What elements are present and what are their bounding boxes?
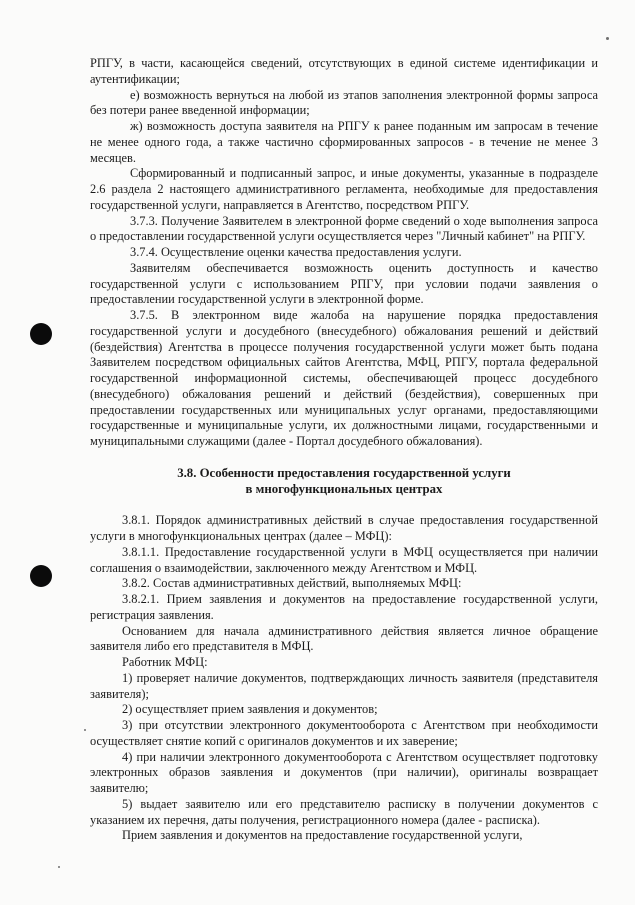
paragraph: е) возможность вернуться на любой из этапов заполнения электронной формы запроса без потери ранее введенной информации; (90, 87, 598, 118)
scan-speck (84, 729, 86, 731)
heading-line-2: в многофункциональных центрах (245, 481, 443, 496)
heading-line-1: 3.8. Особенности предоставления государственной услуги (177, 465, 511, 480)
paragraph: 5) выдает заявителю или его представителю расписку в получении документов с указанием их перечня, даты получения, регистрационного номера (далее - расписка). (90, 796, 598, 827)
paragraph: 3.7.4. Осуществление оценки качества предоставления услуги. (130, 245, 462, 259)
punch-hole-upper (30, 323, 52, 345)
paragraph: 1) проверяет наличие документов, подтверждающих личность заявителя (представителя заявителя); (90, 670, 598, 701)
paragraph: Основанием для начала административного действия является личное обращение заявителя либо его представителя в МФЦ. (90, 623, 598, 654)
scan-speck (606, 37, 609, 40)
section-3-7-continuation (90, 56, 598, 450)
paragraph: 3.8.1. Порядок административных действий в случае предоставления государственной услуги в многофункциональных центрах (далее – МФЦ): (90, 513, 598, 543)
paragraph: Работник МФЦ: (122, 655, 208, 669)
section-3-8-body (90, 513, 598, 844)
paragraph: 3.8.2.1. Прием заявления и документов на предоставление государственной услуги, регистрация заявления. (90, 592, 598, 622)
paragraph: 3.7.5. В электронном виде жалоба на нарушение порядка предоставления государственной услуги и досудебного (внесудебного) обжалования решений и действий (бездействия) Агентства в процессе получения государственной услуги может быть подана Заявителем посредством официальных сайтов Агентства, МФЦ, РПГУ, портала федеральной государственной информационной системы, обеспечивающей процесс досудебного (внесудебного) обжалования решений и действий (бездействия), совершенных при предоставлении государственных или муниципальных услуг органами, предоставляющими государственные и муниципальные услуги, их должностными лицами, государственными и муниципальными служащими (далее - Портал досудебного обжалования). (90, 308, 598, 448)
paragraph: РПГУ, в части, касающейся сведений, отсутствующих в единой системе идентификации и аутентификации; (90, 56, 598, 86)
paragraph: Сформированный и подписанный запрос, и иные документы, указанные в подразделе 2.6 раздела 2 настоящего административного регламента, необходимые для предоставления государственной услуги, направляется в Агентство, посредством РПГУ. (90, 166, 598, 212)
paragraph: ж) возможность доступа заявителя на РПГУ к ранее поданным им запросам в течение не менее одного года, а также частично сформированных запросов - в течение не менее 3 месяцев. (90, 119, 598, 165)
paragraph: Заявителям обеспечивается возможность оценить доступность и качество государственной услуги с использованием РПГУ, при условии подачи заявления о предоставлении государственной услуги в электронной форме. (90, 260, 598, 307)
paragraph: 4) при наличии электронного документооборота с Агентством осуществляет подготовку электронных образов заявления и документов (при наличии), оригиналы возвращает заявителю; (90, 749, 598, 795)
paragraph: 3.8.2. Состав административных действий, выполняемых МФЦ: (122, 576, 462, 591)
scan-speck (58, 866, 60, 868)
document-page (90, 56, 598, 844)
paragraph: 3.8.1.1. Предоставление государственной услуги в МФЦ осуществляется при наличии соглашения о взаимодействии, заключенного между Агентством и МФЦ. (90, 544, 598, 575)
section-heading-3-8 (90, 466, 598, 498)
paragraph: Прием заявления и документов на предоставление государственной услуги, (122, 828, 523, 843)
paragraph: 2) осуществляет прием заявления и документов; (122, 702, 378, 717)
paragraph: 3) при отсутствии электронного документооборота с Агентством при необходимости осуществляет снятие копий с оригиналов документов и их заверение; (90, 718, 598, 748)
spacer (90, 497, 598, 513)
punch-hole-lower (30, 565, 52, 587)
paragraph: 3.7.3. Получение Заявителем в электронной форме сведений о ходе выполнения запроса о предоставлении государственной услуги осуществляется через "Личный кабинет" на РПГУ. (90, 213, 598, 244)
